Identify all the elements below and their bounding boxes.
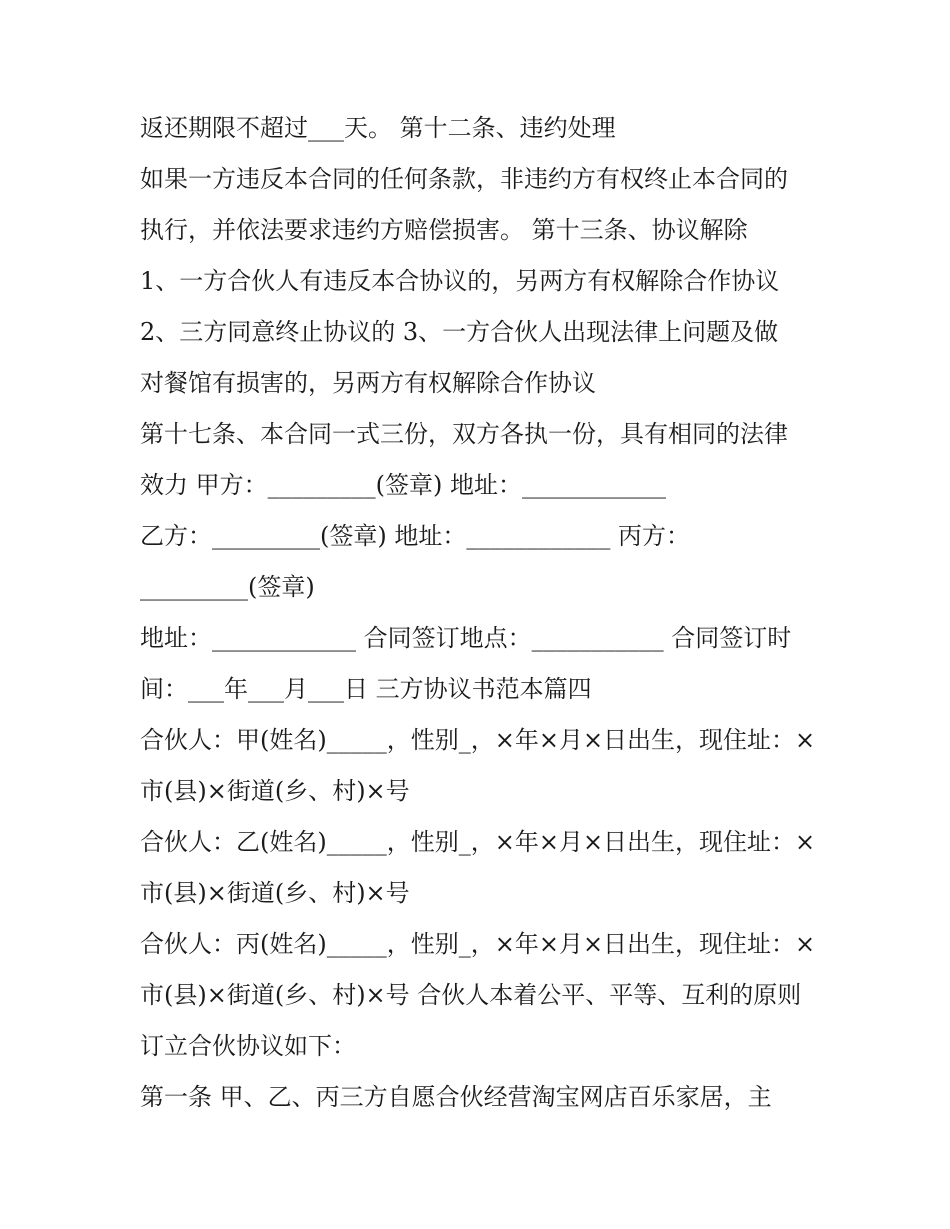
text-line: 间：___年___月___日 三方协议书范本篇四: [140, 675, 592, 703]
text-line: 第一条 甲、乙、丙三方自愿合伙经营淘宝网店百乐家居，主: [140, 1083, 772, 1111]
text-line: 地址：____________ 合同签订地点：___________ 合同签订时: [140, 624, 792, 652]
text-line: 对餐馆有损害的，另两方有权解除合作协议: [140, 369, 596, 397]
text-line: 订立合伙协议如下：: [140, 1032, 356, 1060]
text-line: 市(县)×街道(乡、村)×号 合伙人本着公平、平等、互利的原则: [140, 981, 802, 1009]
text-line: 执行，并依法要求违约方赔偿损害。 第十三条、协议解除: [140, 216, 748, 244]
text-line: 效力 甲方：_________(签章) 地址：____________: [140, 471, 666, 499]
text-line: 市(县)×街道(乡、村)×号: [140, 879, 410, 907]
text-line: 2、三方同意终止协议的 3、一方合伙人出现法律上问题及做: [140, 318, 779, 346]
text-line: 乙方：_________(签章) 地址：____________ 丙方：: [140, 522, 690, 550]
text-line: 合伙人：丙(姓名)_____，性别_，×年×月×日出生，现住址：×: [140, 930, 816, 958]
document-body: [140, 103, 830, 1123]
text-line: 合伙人：乙(姓名)_____，性别_，×年×月×日出生，现住址：×: [140, 828, 816, 856]
text-line: 合伙人：甲(姓名)_____，性别_，×年×月×日出生，现住址：×: [140, 726, 816, 754]
text-line: 如果一方违反本合同的任何条款，非违约方有权终止本合同的: [140, 165, 788, 193]
text-line: 市(县)×街道(乡、村)×号: [140, 777, 410, 805]
text-line: 第十七条、本合同一式三份，双方各执一份，具有相同的法律: [140, 420, 788, 448]
text-line: 返还期限不超过___天。 第十二条、违约处理: [140, 114, 616, 142]
text-line: 1、一方合伙人有违反本合协议的，另两方有权解除合作协议: [140, 267, 780, 295]
text-line: _________(签章): [140, 573, 315, 601]
